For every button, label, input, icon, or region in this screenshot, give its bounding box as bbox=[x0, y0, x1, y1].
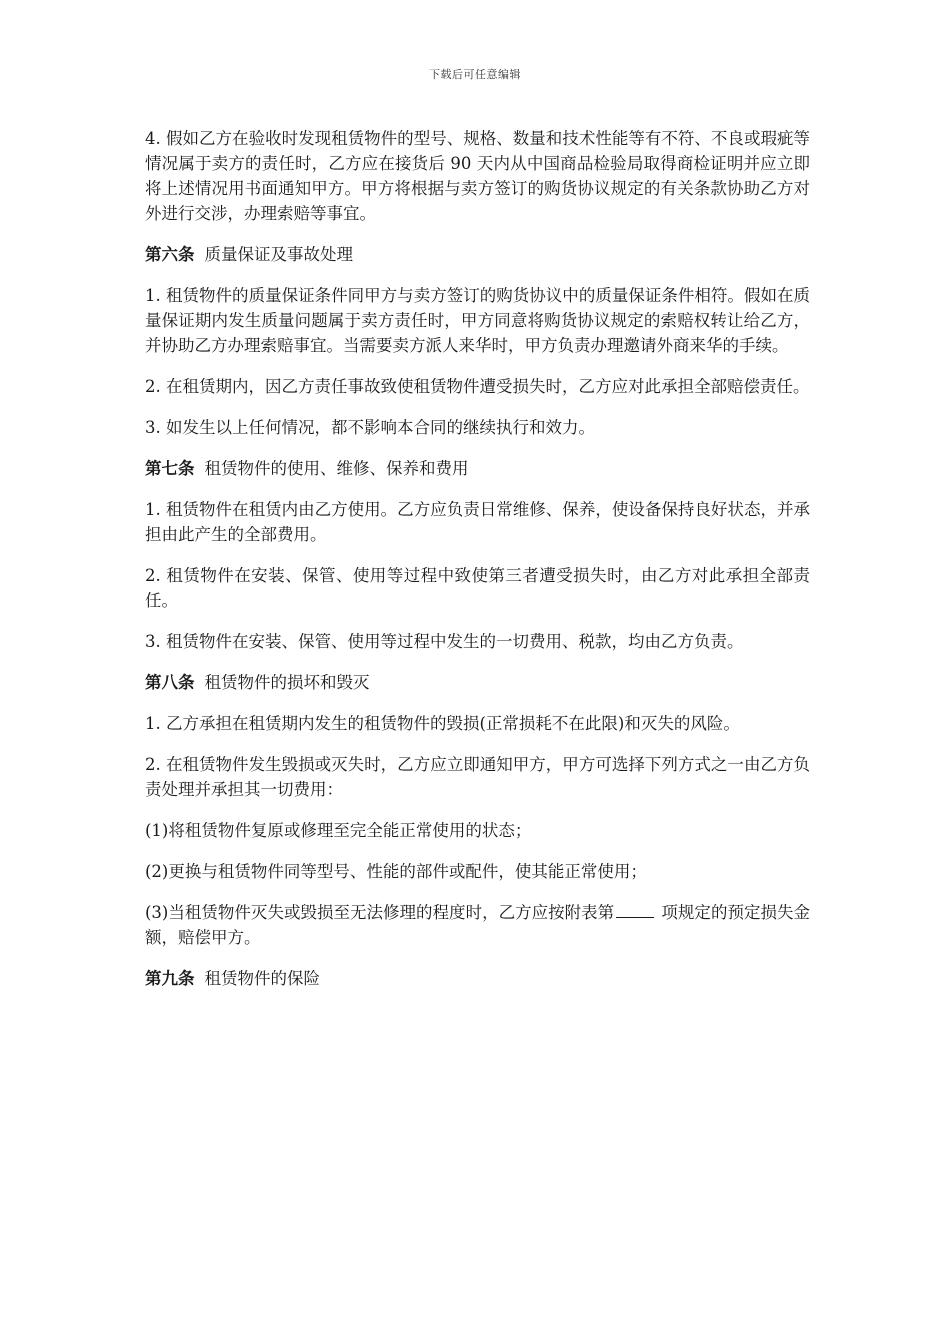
article-6-title: 质量保证及事故处理 bbox=[204, 245, 353, 264]
paragraph-8-2: 2. 在租赁物件发生毁损或灭失时，乙方应立即通知甲方，甲方可选择下列方式之一由乙方负责处理并承担其一切费用： bbox=[145, 755, 810, 799]
paragraph-7-2: 2. 租赁物件在安装、保管、使用等过程中致使第三者遭受损失时，由乙方对此承担全部责任。 bbox=[145, 566, 810, 610]
article-8-heading bbox=[145, 670, 810, 695]
paragraph-6-1: 1. 租赁物件的质量保证条件同甲方与卖方签订的购货协议中的质量保证条件相符。假如在质量保证期内发生质量问题属于卖方责任时，甲方同意将购货协议规定的索赔权转让给乙方，并协助乙方办理索赔事宜。当需要卖方派人来华时，甲方负责办理邀请外商来华的手续。 bbox=[145, 286, 810, 355]
fill-in-blank bbox=[616, 903, 654, 918]
paragraph-6-3: 3. 如发生以上任何情况，都不影响本合同的继续执行和效力。 bbox=[145, 418, 595, 437]
document-body bbox=[145, 126, 810, 1007]
article-9-number: 第九条 bbox=[145, 969, 195, 988]
article-7-title: 租赁物件的使用、维修、保养和费用 bbox=[204, 459, 469, 478]
list-item-8-3 bbox=[145, 900, 810, 950]
list-item-8-3-text-a: (3)当租赁物件灭失或毁损至无法修理的程度时，乙方应按附表第 bbox=[145, 903, 615, 922]
article-7-number: 第七条 bbox=[145, 459, 195, 478]
article-8-title: 租赁物件的损坏和毁灭 bbox=[204, 673, 370, 692]
paragraph-7-3: 3. 租赁物件在安装、保管、使用等过程中发生的一切费用、税款，均由乙方负责。 bbox=[145, 632, 744, 651]
page-header-note: 下载后可任意编辑 bbox=[429, 68, 521, 81]
list-item-8-2: (2)更换与租赁物件同等型号、性能的部件或配件，使其能正常使用； bbox=[145, 862, 647, 881]
article-6-number: 第六条 bbox=[145, 245, 195, 264]
paragraph-8-1: 1. 乙方承担在租赁期内发生的租赁物件的毁损(正常损耗不在此限)和灭失的风险。 bbox=[145, 714, 740, 733]
article-8-number: 第八条 bbox=[145, 673, 195, 692]
list-item-8-1: (1)将租赁物件复原或修理至完全能正常使用的状态； bbox=[145, 821, 532, 840]
paragraph-6-2: 2. 在租赁期内，因乙方责任事故致使租赁物件遭受损失时，乙方应对此承担全部赔偿责任。 bbox=[145, 377, 810, 396]
article-7-heading bbox=[145, 456, 810, 481]
list-item-8-3-text-b: 项规定的预定损失金额，赔偿甲方。 bbox=[145, 903, 810, 947]
article-9-heading bbox=[145, 966, 810, 991]
paragraph-5-4: 4. 假如乙方在验收时发现租赁物件的型号、规格、数量和技术性能等有不符、不良或瑕疵等情况属于卖方的责任时，乙方应在接货后 90 天内从中国商品检验局取得商检证明并应立即将上述情况用书面通知甲方。甲方将根据与卖方签订的购货协议规定的有关条款协助乙方对外进行交涉，办理索赔等事宜。 bbox=[145, 129, 810, 223]
paragraph-7-1: 1. 租赁物件在租赁内由乙方使用。乙方应负责日常维修、保养，使设备保持良好状态，并承担由此产生的全部费用。 bbox=[145, 500, 810, 544]
article-6-heading bbox=[145, 242, 810, 267]
article-9-title: 租赁物件的保险 bbox=[204, 969, 320, 988]
